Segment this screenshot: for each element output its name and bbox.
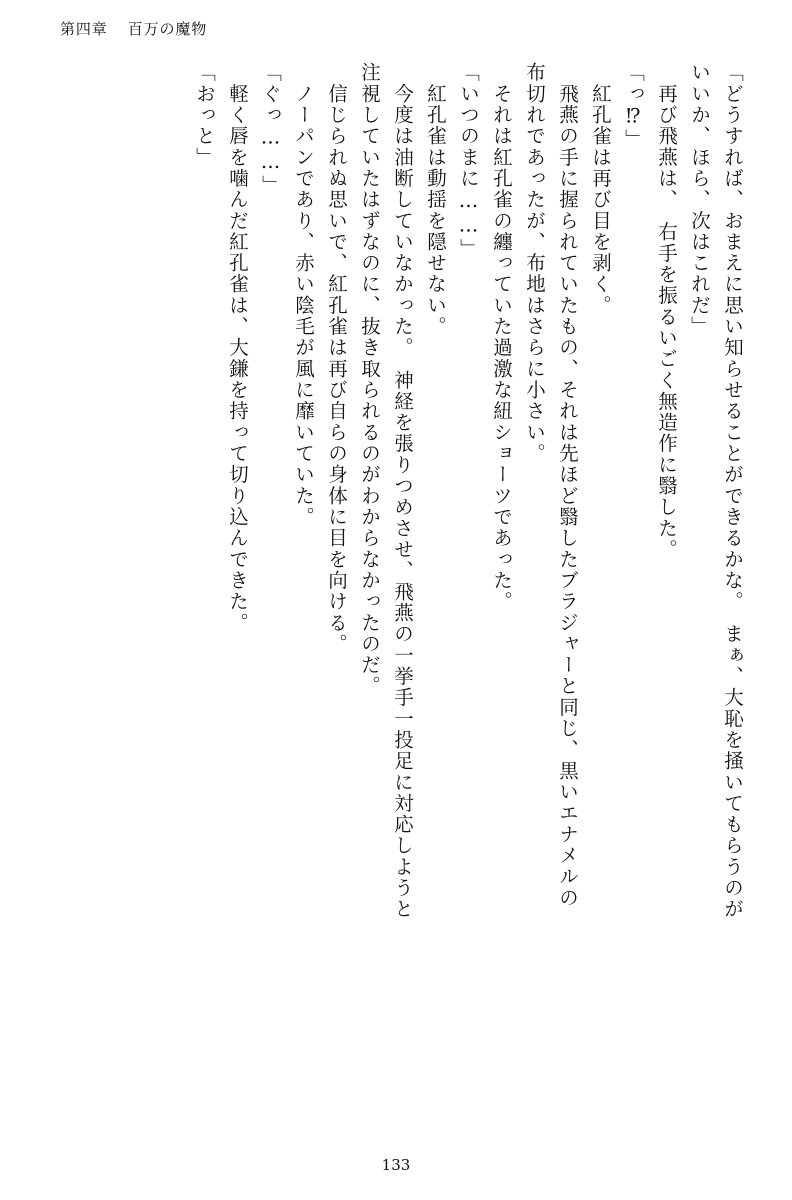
page-number: 133 bbox=[381, 1156, 411, 1174]
text-column: それは紅孔雀の纏っていた過激な紐ショーツであった。 bbox=[490, 62, 513, 613]
chapter-number: 第四章 bbox=[60, 20, 108, 38]
text-column: 「っ⁉」 bbox=[622, 62, 645, 151]
text-column: 布切れであったが、布地はさらに小さい。 bbox=[523, 62, 546, 464]
text-column: 紅孔雀は動揺を隠せない。 bbox=[424, 62, 447, 338]
text-column: 注視していたはずなのに、抜き取られるのがわからなかったのだ。 bbox=[358, 62, 381, 697]
text-column: 信じられぬ思いで、紅孔雀は再び自らの身体に目を向ける。 bbox=[325, 62, 348, 655]
text-column: 再び飛燕は、 右手を振るいごく無造作に翳した。 bbox=[655, 62, 678, 561]
text-column: 「おっと」 bbox=[193, 62, 216, 168]
text-column: 軽く唇を噛んだ紅孔雀は、大鎌を持って切り込んできた。 bbox=[226, 62, 249, 634]
text-column: 「いつのまに……」 bbox=[457, 62, 480, 260]
text-column: 「ぐっ……」 bbox=[259, 62, 282, 196]
text-column: 今度は油断していなかった。 神経を張りつめさせ、飛燕の一挙手一投足に対応しようと bbox=[391, 62, 414, 920]
running-head bbox=[60, 18, 207, 39]
text-column: ノーパンであり、赤い陰毛が風に靡いていた。 bbox=[292, 62, 315, 528]
text-column: 飛燕の手に握られていたもの、それは先ほど翳したブラジャーと同じ、黒いエナメルの bbox=[556, 62, 579, 909]
text-column: いいか、ほら、次はこれだ」 bbox=[688, 62, 711, 338]
vertical-text-body bbox=[52, 62, 742, 1142]
chapter-title: 百万の魔物 bbox=[127, 20, 208, 38]
text-column: 紅孔雀は再び目を剥く。 bbox=[589, 62, 612, 316]
text-column: 「どうすれば、おまえに思い知らせることができるかな。 まぁ、大恥を掻いてもらうのが bbox=[721, 62, 744, 920]
